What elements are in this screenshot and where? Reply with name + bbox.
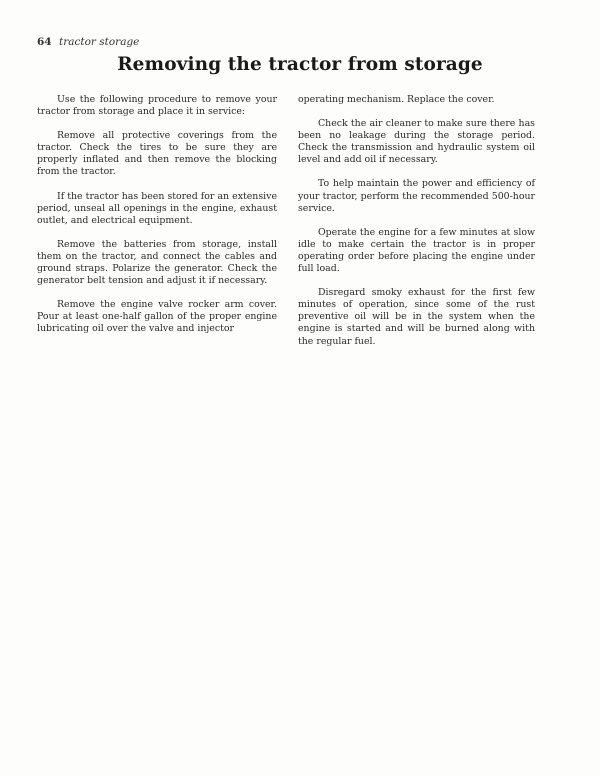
paragraph-rocker-cover: Remove the engine valve rocker arm cover. Pour at least one-half gallon of the proper engine lubricating oil over the valve and injector: [37, 299, 277, 335]
left-column: [37, 94, 277, 348]
paragraph-openings: If the tractor has been stored for an extensive period, unseal all openings in the engine, exhaust outlet, and electrical equipment.: [37, 190, 277, 226]
paragraph-smoky-exhaust: Disregard smoky exhaust for the first few minutes of operation, since some of the rust preventive oil will be in the system when the engine is started and will be burned along with the regular fuel.: [298, 287, 535, 347]
right-column: [298, 94, 535, 360]
page-number: 64: [37, 36, 52, 48]
paragraph-service: To help maintain the power and efficiency of your tractor, perform the recommended 500-hour service.: [298, 178, 535, 214]
page-header: [37, 36, 139, 48]
paragraph-coverings: Remove all protective coverings from the tractor. Check the tires to be sure they are properly inflated and then remove the blocking from the tractor.: [37, 130, 277, 178]
paragraph-intro: Use the following procedure to remove your tractor from storage and place it in service:: [37, 94, 277, 118]
paragraph-batteries: Remove the batteries from storage, install them on the tractor, and connect the cables and ground straps. Polarize the generator. Check the generator belt tension and adjust it if necessary.: [37, 238, 277, 287]
paragraph-rocker-cover-continued: operating mechanism. Replace the cover.: [298, 94, 495, 105]
paragraph-air-cleaner: Check the air cleaner to make sure there has been no leakage during the storage period. Check the transmission and hydraulic system oil level and add oil if necessary.: [298, 118, 535, 166]
paragraph-operate-engine: Operate the engine for a few minutes at slow idle to make certain the tractor is in proper operating order before placing the engine under full load.: [298, 226, 535, 275]
page-title: Removing the tractor from storage: [117, 54, 483, 75]
section-name: tractor storage: [58, 36, 140, 48]
